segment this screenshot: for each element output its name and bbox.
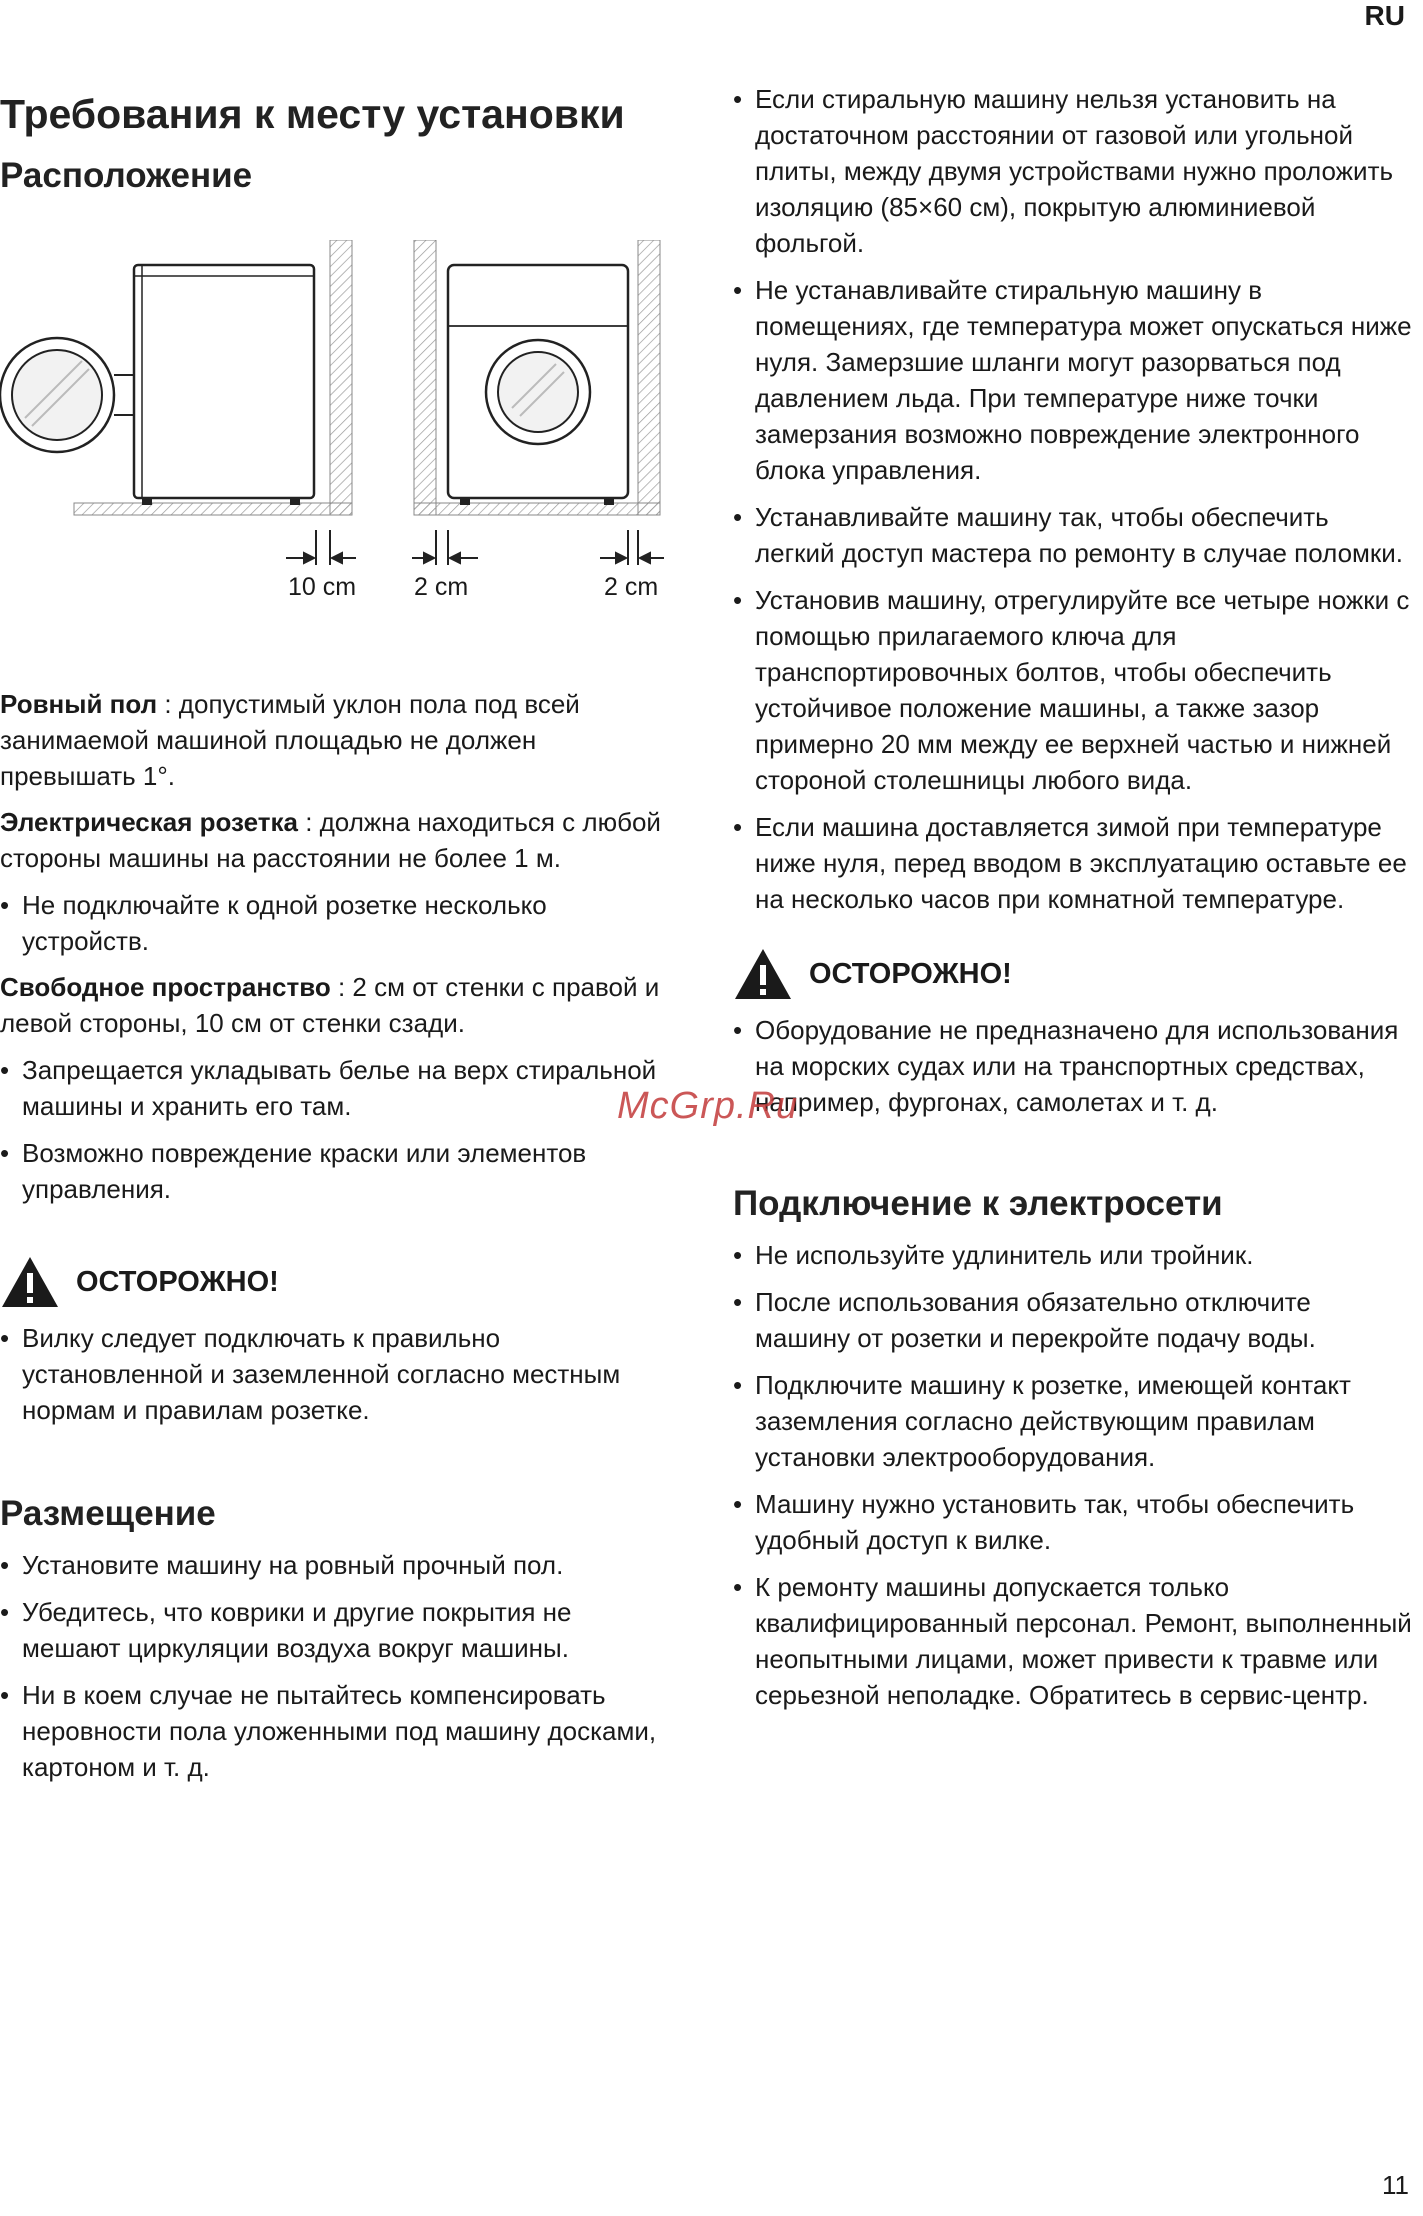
section-title-placement: Размещение <box>0 1494 216 1533</box>
list-item: • Оборудование не предназначено для использования на морских судах или на транспортных средствах, например, фургонах, самолетах и т. д. <box>733 1012 1413 1120</box>
socket-text: : должна находиться с любой стороны машины на расстоянии не более 1 м. <box>0 807 661 873</box>
warning-icon <box>733 947 793 1001</box>
list-item: • К ремонту машины допускается только квалифицированный персонал. Ремонт, выполненный неопытными лицами, может привести к травме или серьезной неполадке. Обратитесь в сервис-центр. <box>733 1569 1413 1713</box>
list-item: • Вилку следует подключать к правильно установленной и заземленной согласно местным нормам и правилам розетке. <box>0 1320 672 1428</box>
installation-bullets <box>733 81 1413 917</box>
list-item: • Если стиральную машину нельзя установить на достаточном расстоянии от газовой или угольной плиты, между двумя устройствами нужно проложить изоляцию (85×60 см), покрытую алюминиевой фольгой. <box>733 81 1413 261</box>
list-item: • Возможно повреждение краски или элементов управления. <box>0 1135 672 1207</box>
warning-bullets-right <box>733 1012 1413 1120</box>
list-item: • Убедитесь, что коврики и другие покрытия не мешают циркуляции воздуха вокруг машины. <box>0 1594 672 1666</box>
space-label: Свободное пространство <box>0 972 331 1002</box>
section-title-location: Расположение <box>0 156 253 195</box>
electric-bullets <box>733 1237 1413 1713</box>
warning-heading-right <box>733 947 1413 1001</box>
list-item: • Ни в коем случае не пытайтесь компенсировать неровности пола уложенными под машину досками, картоном и т. д. <box>0 1677 672 1785</box>
list-item: • Устанавливайте машину так, чтобы обеспечить легкий доступ мастера по ремонту в случае поломки. <box>733 499 1413 571</box>
dimension-label-back: 10 cm <box>288 573 357 601</box>
placement-bullets <box>0 1547 672 1785</box>
socket-label: Электрическая розетка <box>0 807 298 837</box>
list-item: • Не устанавливайте стиральную машину в помещениях, где температура может опускаться ниже нуля. Замерзшие шланги могут разорваться под давлением льда. При температуре ниже точки замерзания возможно повреждение электронного блока управления. <box>733 272 1413 488</box>
warning-icon <box>0 1255 60 1309</box>
clearance-diagram <box>0 240 672 640</box>
left-column <box>0 88 672 1785</box>
floor-text: : допустимый уклон пола под всей занимаемой машиной площадью не должен превышать 1°. <box>0 689 580 791</box>
section-title-electric: Подключение к электросети <box>733 1184 1223 1223</box>
dimension-label-right: 2 cm <box>604 573 659 601</box>
list-item: • Запрещается укладывать белье на верх стиральной машины и хранить его там. <box>0 1052 672 1124</box>
socket-requirement <box>0 804 672 876</box>
dimension-label-left: 2 cm <box>414 573 469 601</box>
list-item: • Установив машину, отрегулируйте все четыре ножки с помощью прилагаемого ключа для транспортировочных болтов, чтобы обеспечить устойчивое положение машины, а также зазор примерно 20 мм между ее верхней частью и нижней стороной столешницы любого вида. <box>733 582 1413 798</box>
warning-bullets-left <box>0 1320 672 1428</box>
list-item: • После использования обязательно отключите машину от розетки и перекройте подачу воды. <box>733 1284 1413 1356</box>
list-item: • Не используйте удлинитель или тройник. <box>733 1237 1413 1273</box>
list-item: • Подключите машину к розетке, имеющей контакт заземления согласно действующим правилам установки электрооборудования. <box>733 1367 1413 1475</box>
warning-title: ОСТОРОЖНО! <box>76 1265 279 1298</box>
space-requirement <box>0 969 672 1041</box>
watermark: McGrp.Ru <box>617 1085 799 1127</box>
floor-requirement <box>0 686 672 794</box>
socket-bullets <box>0 887 672 959</box>
list-item: • Установите машину на ровный прочный пол. <box>0 1547 672 1583</box>
warning-heading-left <box>0 1255 672 1309</box>
page-number: 11 <box>1382 2170 1409 2200</box>
right-column <box>733 84 1413 1713</box>
list-item: • Не подключайте к одной розетке несколько устройств. <box>0 887 672 959</box>
list-item: • Машину нужно установить так, чтобы обеспечить удобный доступ к вилке. <box>733 1486 1413 1558</box>
space-bullets <box>0 1052 672 1207</box>
warning-title: ОСТОРОЖНО! <box>809 957 1012 990</box>
language-code: RU <box>1364 0 1405 31</box>
list-item: • Если машина доставляется зимой при температуре ниже нуля, перед вводом в эксплуатацию оставьте ее на несколько часов при комнатной температуре. <box>733 809 1413 917</box>
page-title: Требования к месту установки <box>0 91 625 137</box>
floor-label: Ровный пол <box>0 689 158 719</box>
space-text: : 2 см от стенки с правой и левой стороны, 10 см от стенки сзади. <box>0 972 660 1038</box>
